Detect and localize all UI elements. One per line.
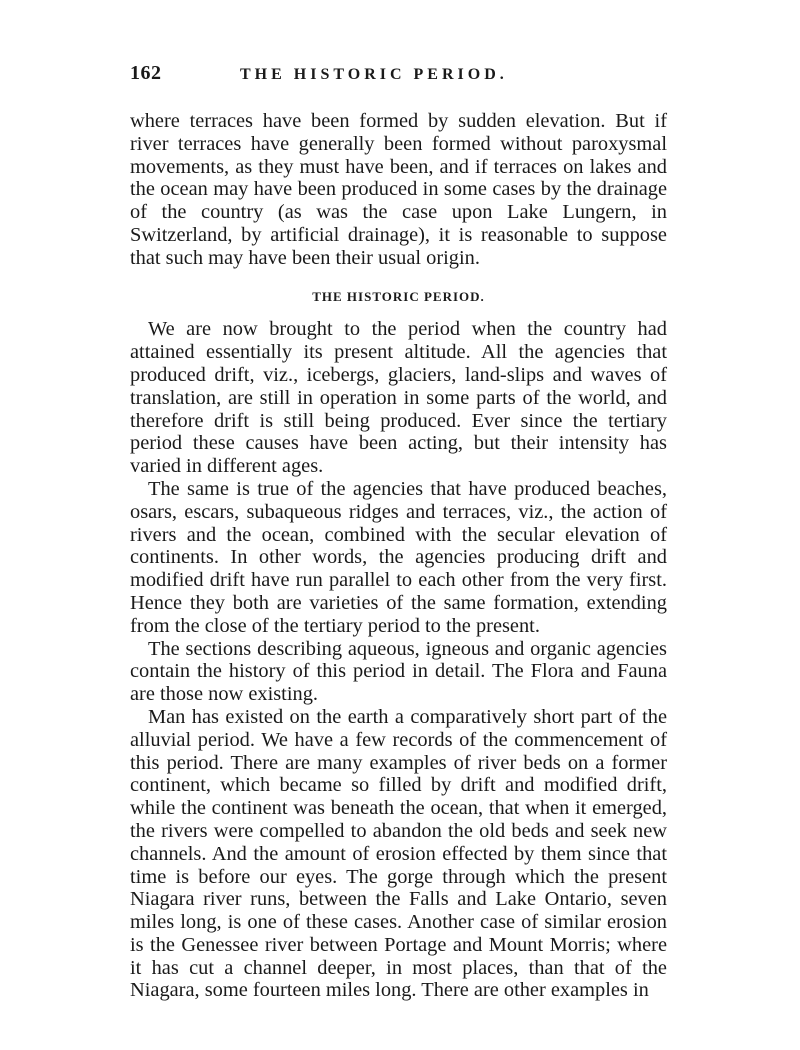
paragraph: We are now brought to the period when the country had attained essentially its present altitude. All the agencies that produced drift, viz., icebergs, glaciers, land-slips and waves of translation, are still in operation in some parts of the world, and therefore drift is still being produced. Ever since the tertiary period these causes have been acting, but their intensity has varied in different ages. bbox=[130, 318, 667, 478]
section-heading: THE HISTORIC PERIOD. bbox=[312, 288, 485, 304]
book-page bbox=[130, 62, 667, 1002]
paragraph: The same is true of the agencies that have produced beaches, osars, escars, subaqueous ridges and terraces, viz., the action of rivers and the ocean, combined with the secular elevation of continents. In other words, the agencies producing drift and modified drift have run parallel to each other from the very first. Hence they both are varieties of the same formation, extending from the close of the tertiary period to the present. bbox=[130, 477, 667, 637]
paragraph: The sections describing aqueous, igneous and organic agencies contain the history of this period in detail. The Flora and Fauna are those now existing. bbox=[130, 637, 667, 706]
page-number: 162 bbox=[130, 62, 162, 84]
running-title: THE HISTORIC PERIOD. bbox=[240, 66, 508, 83]
running-head bbox=[130, 62, 667, 92]
paragraph: Man has existed on the earth a comparatively short part of the alluvial period. We have a few records of the commencement of this period. There are many examples of river beds on a former continent, which became so filled by drift and modified drift, while the continent was beneath the ocean, that when it emerged, the rivers were compelled to abandon the old beds and seek new channels. And the amount of erosion effected by them since that time is before our eyes. The gorge through which the present Niagara river runs, between the Falls and Lake Ontario, seven miles long, is one of these cases. Another case of similar erosion is the Genessee river between Portage and Mount Morris; where it has cut a channel deeper, in most places, than that of the Niagara, some fourteen miles long. There are other examples in bbox=[130, 705, 667, 1002]
body-text bbox=[130, 110, 667, 1002]
continuation-paragraph: where terraces have been formed by sudden elevation. But if river terraces have generally been formed without paroxysmal movements, as they must have been, and if terraces on lakes and the ocean may have been produced in some cases by the drainage of the country (as was the case upon Lake Lungern, in Switzerland, by artificial drainage), it is reasonable to suppose that such may have been their usual origin. bbox=[130, 110, 667, 269]
